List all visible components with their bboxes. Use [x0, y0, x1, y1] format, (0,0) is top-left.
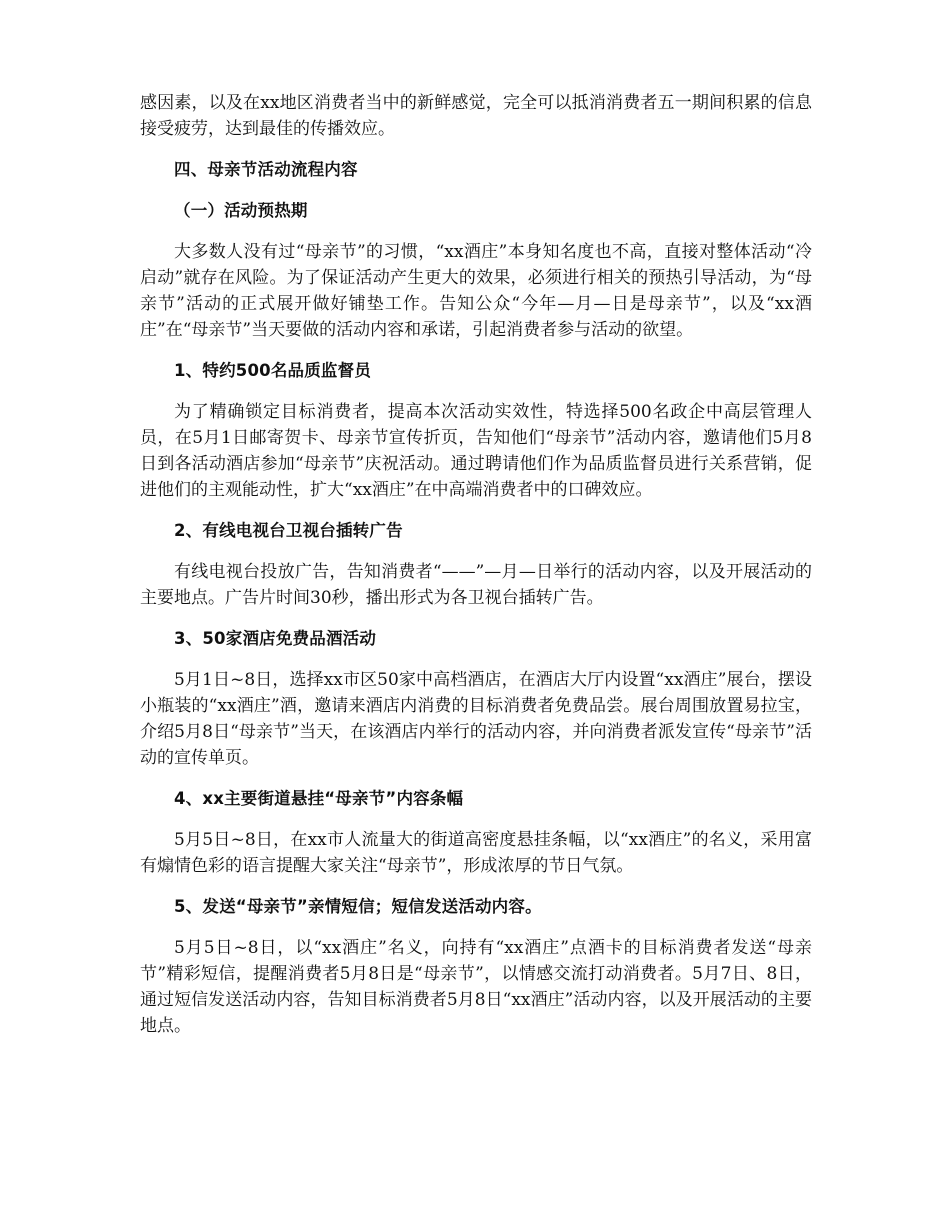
heading-street-banners: 4、xx主要街道悬挂“母亲节”内容条幅	[174, 789, 464, 808]
heading-sms: 5、发送“母亲节”亲情短信；短信发送活动内容。	[174, 897, 542, 916]
paragraph-warmup: 大多数人没有过“母亲节”的习惯，“xx酒庄”本身知名度也不高，直接对整体活动“冷启动”就存在风险。为了保证活动产生更大的效果，必须进行相关的预热引导活动，为“母亲节”活动的正式展开做好铺垫工作。告知公众“今年—月—日是母亲节”，以及“xx酒庄”在“母亲节”当天要做的活动内容和承诺，引起消费者参与活动的欲望。	[140, 242, 812, 340]
heading-wine-tasting: 3、50家酒店免费品酒活动	[174, 629, 377, 648]
paragraph-sms: 5月5日~8日，以“xx酒庄”名义，向持有“xx酒庄”点酒卡的目标消费者发送“母亲节”精彩短信，提醒消费者5月8日是“母亲节”，以情感交流打动消费者。5月7日、8日，通过短信发送活动内容，告知目标消费者5月8日“xx酒庄”活动内容，以及开展活动的主要地点。	[140, 938, 812, 1036]
heading-quality-supervisors: 1、特约500名品质监督员	[174, 361, 372, 380]
paragraph-tv-ads: 有线电视台投放广告，告知消费者“——”—月—日举行的活动内容，以及开展活动的主要地点。广告片时间30秒，播出形式为各卫视台插转广告。	[140, 562, 812, 608]
paragraph-street-banners: 5月5日~8日，在xx市人流量大的街道高密度悬挂条幅，以“xx酒庄”的名义，采用富有煽情色彩的语言提醒大家关注“母亲节”，形成浓厚的节日气氛。	[140, 830, 813, 876]
paragraph-continuation: 感因素，以及在xx地区消费者当中的新鲜感觉，完全可以抵消消费者五一期间积累的信息接受疲劳，达到最佳的传播效应。	[140, 93, 812, 139]
paragraph-wine-tasting: 5月1日~8日，选择xx市区50家中高档酒店，在酒店大厅内设置“xx酒庄”展台，摆设小瓶装的“xx酒庄”酒，邀请来酒店内消费的目标消费者免费品尝。展台周围放置易拉宝，介绍5月8日“母亲节”当天，在该酒店内举行的活动内容，并向消费者派发宣传“母亲节”活动的宣传单页。	[140, 670, 812, 768]
subsection-heading-warmup: （一）活动预热期	[174, 201, 308, 220]
document-page	[140, 90, 812, 1054]
heading-tv-ads: 2、有线电视台卫视台插转广告	[174, 521, 403, 540]
section-heading-mothers-day-process: 四、母亲节活动流程内容	[174, 160, 358, 179]
paragraph-quality-supervisors: 为了精确锁定目标消费者，提高本次活动实效性，特选择500名政企中高层管理人员，在5月1日邮寄贺卡、母亲节宣传折页，告知他们“母亲节”活动内容，邀请他们5月8日到各活动酒店参加“母亲节”庆祝活动。通过聘请他们作为品质监督员进行关系营销，促进他们的主观能动性，扩大“xx酒庄”在中高端消费者中的口碑效应。	[140, 402, 812, 500]
